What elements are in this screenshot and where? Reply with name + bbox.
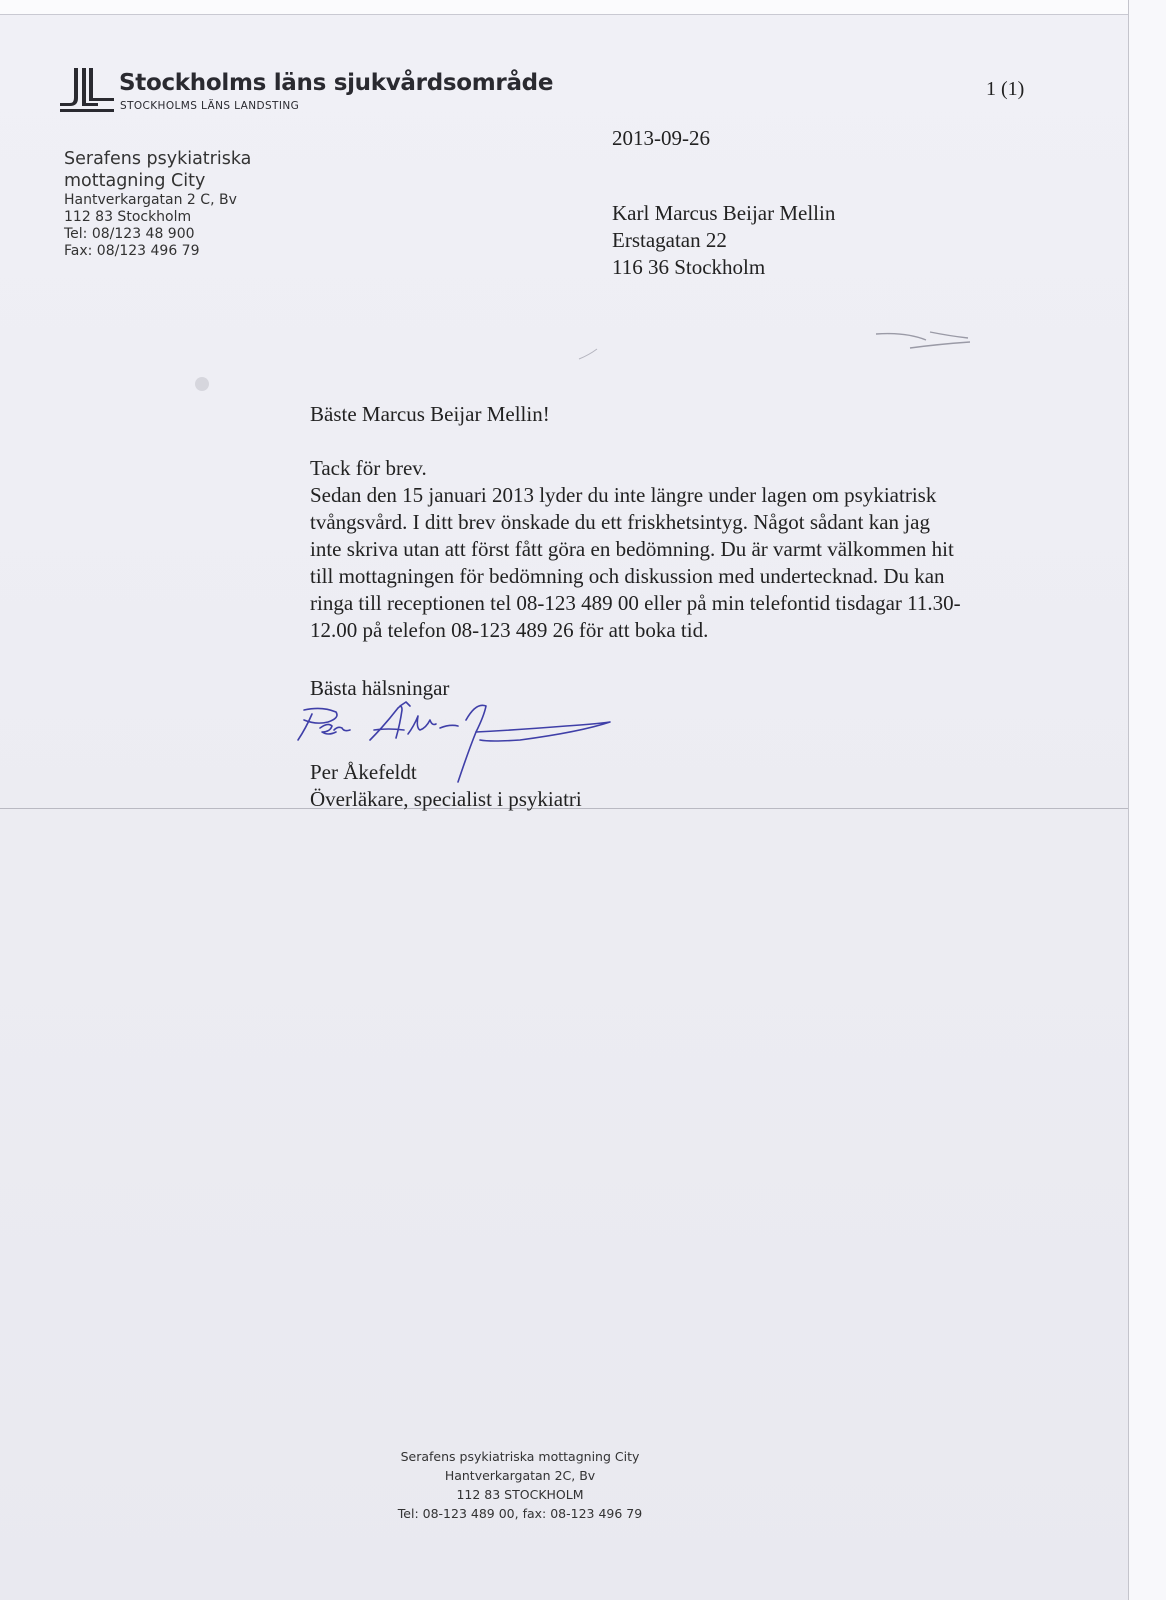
signer-title: Överläkare, specialist i psykiatri [310,787,582,811]
org-name: Stockholms läns sjukvårdsområde [119,70,554,96]
salutation: Bäste Marcus Beijar Mellin! [310,402,550,426]
footer-line-4: Tel: 08-123 489 00, fax: 08-123 496 79 [397,1506,643,1521]
body-line-intro: Tack för brev. [310,456,427,480]
body-line: inte skriva utan att först fått göra en bedömning. Du är varmt välkommen hit [310,537,954,561]
body-line: till mottagningen för bedömning och diskussion med undertecknad. Du kan [310,564,945,588]
sender-fax: Fax: 08/123 496 79 [64,243,200,259]
recipient-name: Karl Marcus Beijar Mellin [612,201,836,225]
page-number: 1 (1) [986,78,1025,100]
paper-top-edge [0,0,1166,15]
scan-speck [575,345,605,365]
sender-address: Hantverkargatan 2 C, Bv [64,192,237,208]
sender-line-1: Serafens psykiatriska [64,149,252,169]
org-subtitle: STOCKHOLMS LÄNS LANDSTING [120,100,300,112]
sender-postal: 112 83 Stockholm [64,209,192,225]
page-footer [340,1447,700,1523]
footer-line-3: 112 83 STOCKHOLM [456,1487,584,1502]
sender-tel: Tel: 08/123 48 900 [64,226,195,242]
signer-name: Per Åkefeldt [310,760,417,784]
letter-date: 2013-09-26 [612,126,710,150]
recipient-block [612,200,835,281]
sender-line-2: mottagning City [64,171,206,191]
footer-line-1: Serafens psykiatriska mottagning City [400,1449,640,1464]
body-line: 12.00 på telefon 08-123 489 26 för att boka tid. [310,618,709,642]
sender-block [64,148,251,260]
recipient-street: Erstagatan 22 [612,228,727,252]
letter-body [310,401,1030,644]
body-line: tvångsvård. I ditt brev önskade du ett friskhetsintyg. Något sådant kan jag [310,510,930,534]
body-line: Sedan den 15 januari 2013 lyder du inte längre under lagen om psykiatrisk [310,483,937,507]
footer-line-2: Hantverkargatan 2C, Bv [444,1468,596,1483]
sll-logo-icon [60,68,114,112]
paper-right-edge [1128,0,1166,1600]
closing: Bästa hälsningar [310,676,450,700]
recipient-postal: 116 36 Stockholm [612,255,766,279]
scan-speck [190,372,214,396]
scan-mark [870,320,980,360]
signer-block [310,759,582,813]
body-line: ringa till receptionen tel 08-123 489 00 eller på min telefontid tisdagar 11.30- [310,591,961,615]
